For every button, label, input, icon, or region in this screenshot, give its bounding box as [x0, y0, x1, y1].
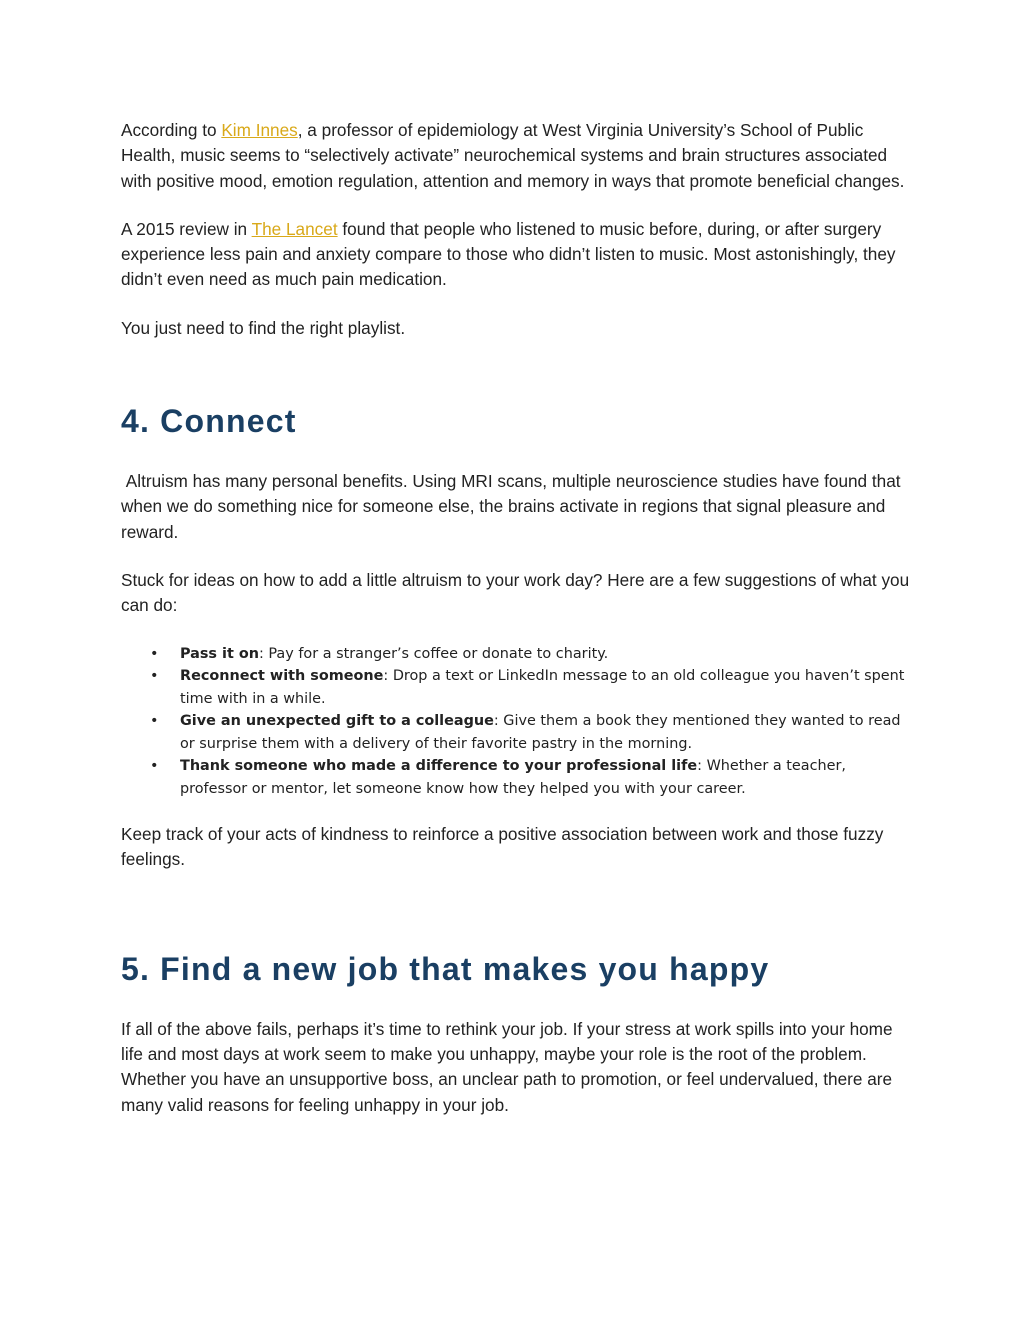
paragraph-text: A 2015 review in — [121, 218, 252, 239]
bullet-icon: • — [150, 713, 159, 730]
list-item-title: Thank someone who made a difference to your professional life — [180, 758, 698, 775]
list-item-title: Pass it on — [180, 645, 259, 662]
list-item — [121, 643, 911, 666]
paragraph-kindness: Keep track of your acts of kindness to reinforce a positive association between work and those fuzzy feelings. — [121, 824, 884, 870]
paragraph-altruism: Altruism has many personal benefits. Using MRI scans, multiple neuroscience studies have found that when we do something nice for someone else, the brains activate in regions that signal pleasure and reward. — [121, 471, 906, 542]
bullet-icon: • — [150, 645, 159, 662]
paragraph-text: , a professor of epidemiology at West Virginia University’s School of Public Health, music seems to “selectively activate” neurochemical systems and brain structures associated with positive mood, emotion regulation, attention and memory in ways that promote beneficial changes. — [121, 120, 905, 191]
heading-new-job: 5. Find a new job that makes you happy — [121, 950, 770, 987]
list-item — [121, 755, 911, 800]
list-item — [121, 665, 911, 710]
suggestions-list — [121, 643, 911, 801]
the-lancet-link[interactable]: The Lancet — [251, 218, 338, 239]
paragraph-suggestions: Stuck for ideas on how to add a little altruism to your work day? Here are a few suggestions of what you can do: — [121, 569, 910, 616]
bullet-icon: • — [150, 668, 159, 685]
paragraph-rethink-job: If all of the above fails, perhaps it’s time to rethink your job. If your stress at work spills into your home life and most days at work seem to make you unhappy, maybe your role is the root of the problem. Whether you have an unsupportive boss, an unclear path to promotion, or feel undervalued, there are many valid reasons for feeling unhappy in your job. — [121, 1018, 893, 1115]
list-item-text: : Drop a text or LinkedIn message to an old colleague you haven’t spent time with in a while. — [180, 668, 905, 707]
paragraph-lancet-review — [121, 217, 911, 293]
list-item-title: Reconnect with someone — [180, 668, 384, 685]
list-item-text: : Whether a teacher, professor or mentor, let someone know how they helped you with your career. — [180, 758, 846, 797]
paragraph-kim-innes — [121, 118, 911, 194]
list-item-text: : Give them a book they mentioned they wanted to read or surprise them with a delivery of their favorite pastry in the morning. — [180, 713, 901, 752]
list-item-text: : Pay for a stranger’s coffee or donate to charity. — [258, 645, 609, 662]
bullet-icon: • — [150, 758, 159, 775]
document-page — [121, 118, 911, 1118]
paragraph-text: According to — [121, 120, 222, 140]
paragraph-text: found that people who listened to music before, during, or after surgery experience less pain and anxiety compare to those who didn’t listen to music. Most astonishingly, they didn’t even need as much pain medication. — [121, 218, 896, 290]
list-item-title: Give an unexpected gift to a colleague — [180, 713, 494, 730]
heading-connect: 4. Connect — [121, 403, 297, 440]
paragraph-playlist: You just need to find the right playlist. — [121, 317, 406, 338]
list-item — [121, 710, 911, 755]
kim-innes-link[interactable]: Kim Innes — [221, 120, 298, 140]
